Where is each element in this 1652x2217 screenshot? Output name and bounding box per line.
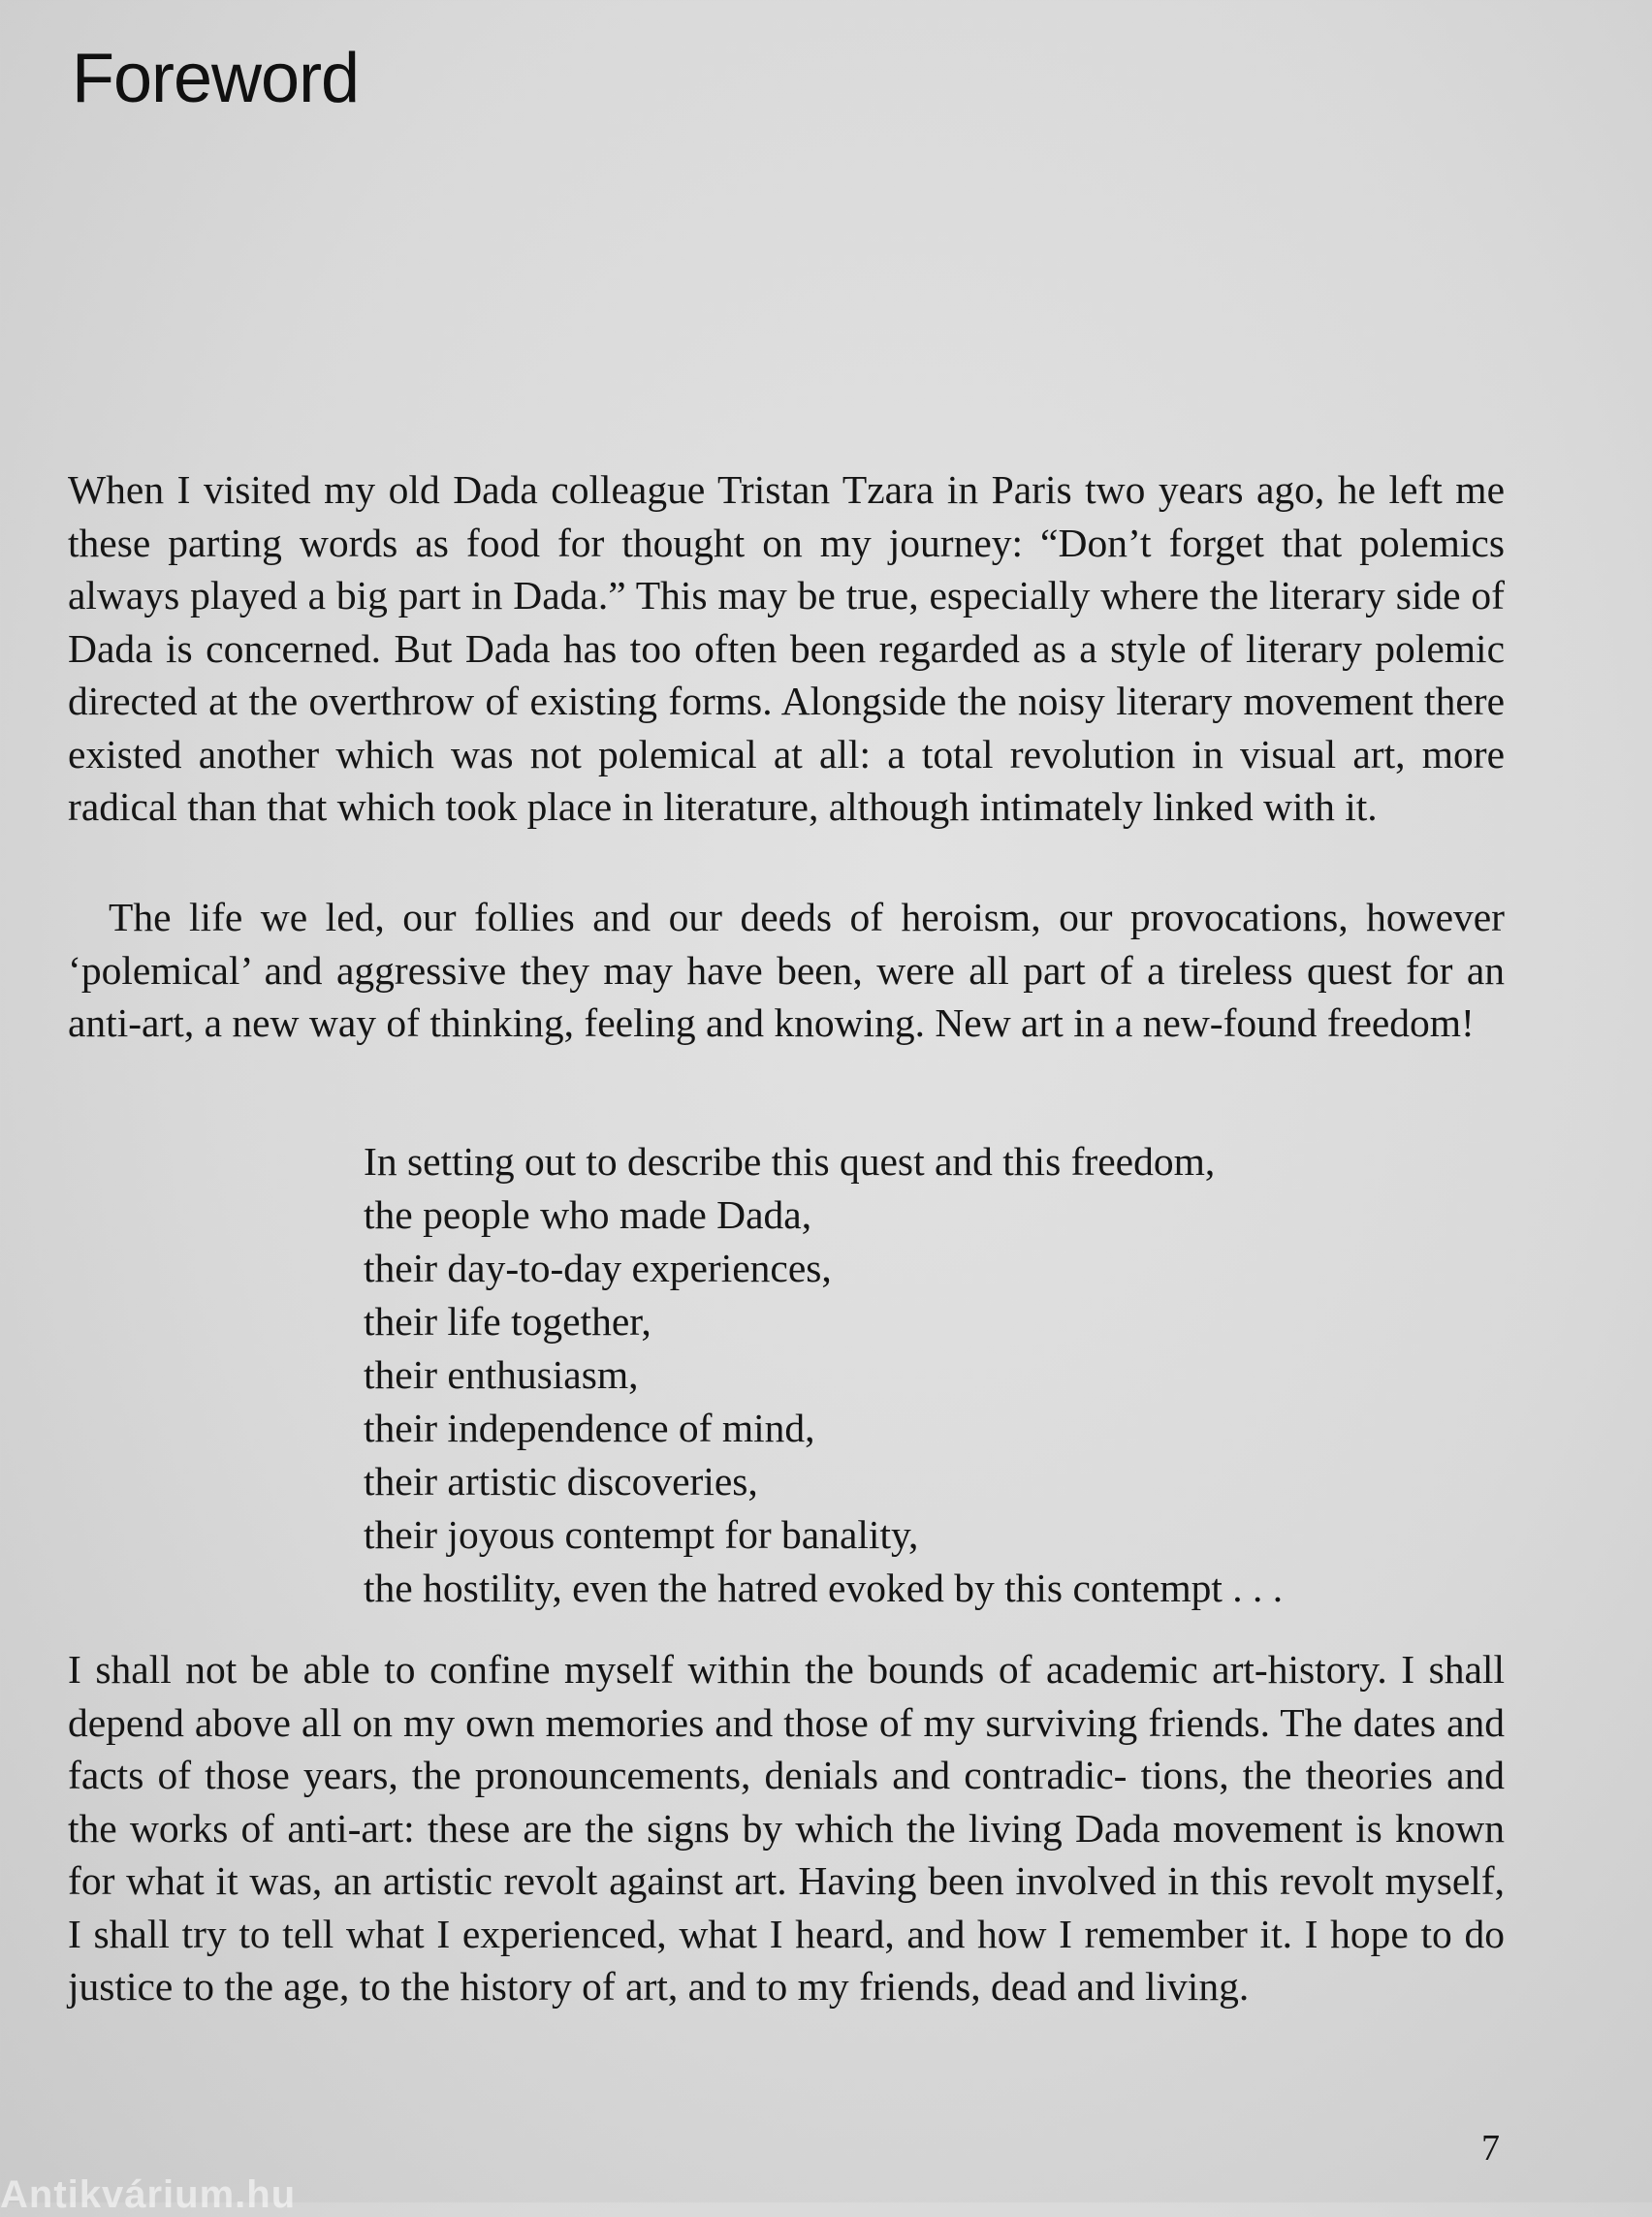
page-number: 7 (1481, 2128, 1500, 2169)
verse-line: their artistic discoveries, (364, 1459, 758, 1504)
watermark: Antikvárium.hu (0, 2173, 297, 2216)
verse-line: their day-to-day experiences, (364, 1246, 832, 1290)
verse-line: their enthusiasm, (364, 1352, 639, 1397)
paragraph-3: I shall not be able to confine myself within the bounds of academic art-history. I shall depend above all on my own memories and those of my surviving friends. The dates and facts of those years, the pronouncements, denials and contradic- tions, the theories and the works of anti-art: these are the signs by which the living Dada movement is known for what it was, an artistic revolt against art. Having been involved in this revolt myself, I shall try to tell what I experienced, what I heard, and how I remember it. I hope to do justice to the age, to the history of art, and to my friends, dead and living. (68, 1647, 1505, 2009)
verse-line: their joyous contempt for banality, (364, 1512, 919, 1557)
verse-line: In setting out to describe this quest and this freedom, (364, 1139, 1216, 1184)
page-title: Foreword (72, 40, 360, 117)
verse-line: the people who made Dada, (364, 1192, 812, 1237)
verse-line: the hostility, even the hatred evoked by this contempt . . . (364, 1566, 1284, 1610)
paragraph-1: When I visited my old Dada colleague Tristan Tzara in Paris two years ago, he left me these parting words as food for thought on my journey: “Don’t forget that polemics always played a big part in Dada.” This may be true, especially where the literary side of Dada is concerned. But Dada has too often been regarded as a style of literary polemic directed at the overthrow of existing forms. Alongside the noisy literary movement there existed another which was not polemical at all: a total revolution in visual art, more radical than that which took place in literature, although intimately linked with it. (68, 467, 1505, 829)
verse-block (364, 1135, 1283, 1615)
verse-line: their independence of mind, (364, 1406, 815, 1450)
paragraph-2: The life we led, our follies and our deeds of heroism, our provocations, however ‘polemical’ and aggressive they may have been, were all part of a tireless quest for an anti-art, a new way of thinking, feeling and knowing. New art in a new-found freedom! (68, 895, 1505, 1045)
verse-line: their life together, (364, 1299, 651, 1344)
